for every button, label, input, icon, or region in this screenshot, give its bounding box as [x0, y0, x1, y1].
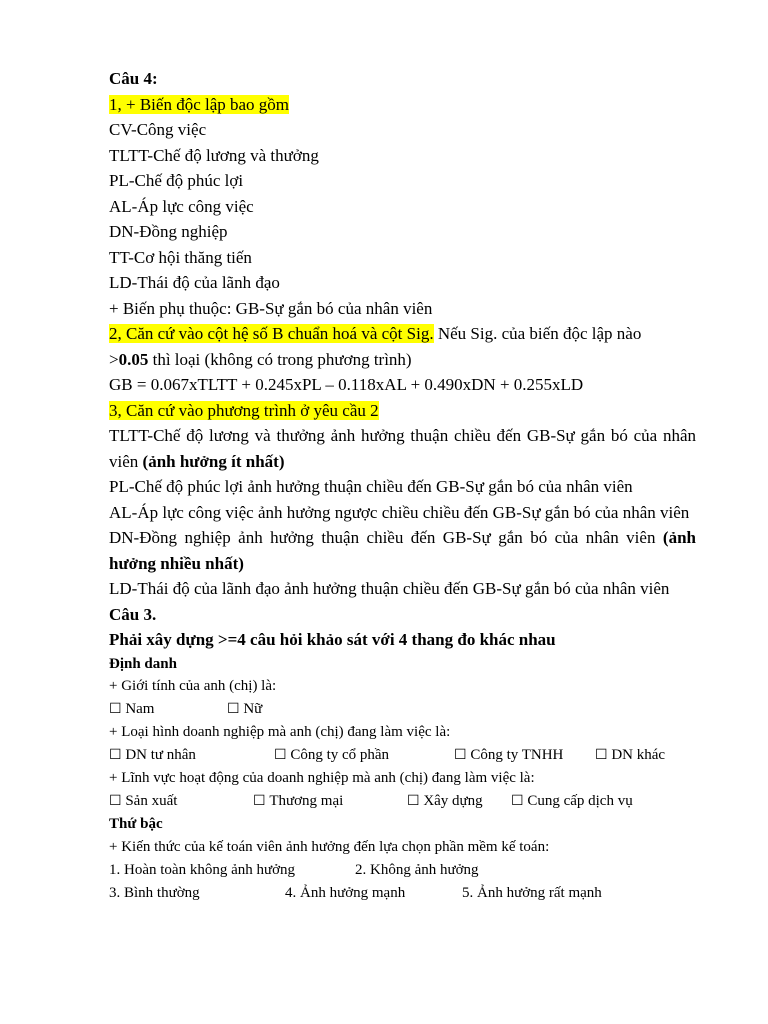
ordinal-option-1[interactable]: 1. Hoàn toàn không ảnh hưởng [109, 861, 296, 878]
independent-var-tltt: TLTT-Chế độ lương và thưởng [109, 145, 319, 165]
independent-var-pl: PL-Chế độ phúc lợi [109, 171, 244, 190]
effect-al: AL-Áp lực công việc ảnh hưởng ngược chiều chiều đến GB-Sự gắn bó của nhân viên [109, 502, 690, 522]
option-cung-cap-dich-vu[interactable]: ☐ Cung cấp dịch vụ [511, 790, 633, 814]
independent-var-ld: LD-Thái độ của lãnh đạo [109, 273, 280, 292]
option-thuong-mai[interactable]: ☐ Thương mại [253, 790, 407, 814]
business-field-options [109, 790, 696, 814]
q4-s2-heading: 2, Căn cứ vào cột hệ số B chuẩn hoá và cột Sig. [109, 324, 434, 343]
q4-s1-heading: 1, + Biến độc lập bao gồm [109, 94, 290, 114]
effect-ld: LD-Thái độ của lãnh đạo ảnh hưởng thuận chiều đến GB-Sự gắn bó của nhân viên [109, 579, 670, 598]
q4-s3-heading: 3, Căn cứ vào phương trình ở yêu cầu 2 [109, 400, 379, 420]
independent-var-dn: DN-Đồng nghiệp [109, 222, 228, 241]
effect-pl: PL-Chế độ phúc lợi ảnh hưởng thuận chiều đến GB-Sự gắn bó của nhân viên [109, 477, 633, 496]
ordinal-options-row1 [109, 859, 696, 883]
ordinal-heading: Thứ bậc [109, 816, 163, 833]
business-type-options [109, 744, 696, 768]
option-cong-ty-tnhh[interactable]: ☐ Công ty TNHH [454, 744, 595, 768]
gender-question: + Giới tính của anh (chị) là: [109, 678, 277, 695]
ordinal-option-4[interactable]: 4. Ảnh hưởng mạnh [285, 885, 406, 902]
dependent-var: + Biến phụ thuộc: GB-Sự gắn bó của nhân viên [109, 298, 433, 318]
ordinal-options-row2 [109, 882, 696, 906]
checkbox-icon: ☐ [227, 700, 240, 717]
independent-var-al: AL-Áp lực công việc [109, 196, 254, 216]
checkbox-icon: ☐ [407, 792, 420, 809]
business-type-question: + Loại hình doanh nghiệp mà anh (chị) đang làm việc là: [109, 724, 451, 741]
option-dn-khac[interactable]: ☐ DN khác [595, 744, 665, 768]
checkbox-icon: ☐ [511, 792, 524, 809]
ordinal-option-3[interactable]: 3. Bình thường [109, 885, 200, 902]
checkbox-icon: ☐ [454, 746, 467, 763]
checkbox-icon: ☐ [109, 700, 122, 717]
ordinal-option-2[interactable]: 2. Không ảnh hưởng [355, 861, 479, 878]
checkbox-icon: ☐ [253, 792, 266, 809]
effect-tltt: TLTT-Chế độ lương và thưởng ảnh hưởng thuận chiều đến GB-Sự gắn bó của nhân viên (ảnh hưởng ít nhất) [109, 426, 696, 471]
checkbox-icon: ☐ [109, 792, 122, 809]
business-field-question: + Lĩnh vực hoạt động của doanh nghiệp mà anh (chị) đang làm việc là: [109, 770, 535, 787]
option-nam[interactable]: ☐ Nam [109, 698, 227, 722]
option-nu[interactable]: ☐ Nữ [227, 698, 262, 722]
q3-subtitle: Phải xây dựng >=4 câu hỏi khảo sát với 4 thang đo khác nhau [109, 630, 556, 649]
checkbox-icon: ☐ [109, 746, 122, 763]
ordinal-question: + Kiến thức của kế toán viên ảnh hưởng đến lựa chọn phần mềm kế toán: [109, 838, 550, 855]
document-page [109, 66, 696, 906]
nominal-heading: Định danh [109, 655, 177, 672]
regression-equation: GB = 0.067xTLTT + 0.245xPL – 0.118xAL + 0.490xDN + 0.255xLD [109, 375, 584, 394]
checkbox-icon: ☐ [595, 746, 608, 763]
option-cong-ty-co-phan[interactable]: ☐ Công ty cổ phần [274, 744, 454, 768]
option-xay-dung[interactable]: ☐ Xây dựng [407, 790, 511, 814]
independent-var-tt: TT-Cơ hội thăng tiến [109, 247, 252, 267]
q4-s2-paragraph: 2, Căn cứ vào cột hệ số B chuẩn hoá và cột Sig. Nếu Sig. của biến độc lập nào [109, 324, 642, 343]
option-dn-tu-nhan[interactable]: ☐ DN tư nhân [109, 744, 274, 768]
ordinal-option-5[interactable]: 5. Ảnh hưởng rất mạnh [462, 885, 602, 902]
effect-dn: DN-Đồng nghiệp ảnh hưởng thuận chiều đến GB-Sự gắn bó của nhân viên (ảnh hưởng nhiều nhất) [109, 528, 696, 573]
checkbox-icon: ☐ [274, 746, 287, 763]
q4-s2-line2: >0.05 thì loại (không có trong phương trình) [109, 349, 412, 369]
option-san-xuat[interactable]: ☐ Sản xuất [109, 790, 253, 814]
q4-title: Câu 4: [109, 69, 158, 88]
independent-var-cv: CV-Công việc [109, 120, 207, 139]
q3-title: Câu 3. [109, 604, 157, 624]
gender-options [109, 698, 696, 722]
